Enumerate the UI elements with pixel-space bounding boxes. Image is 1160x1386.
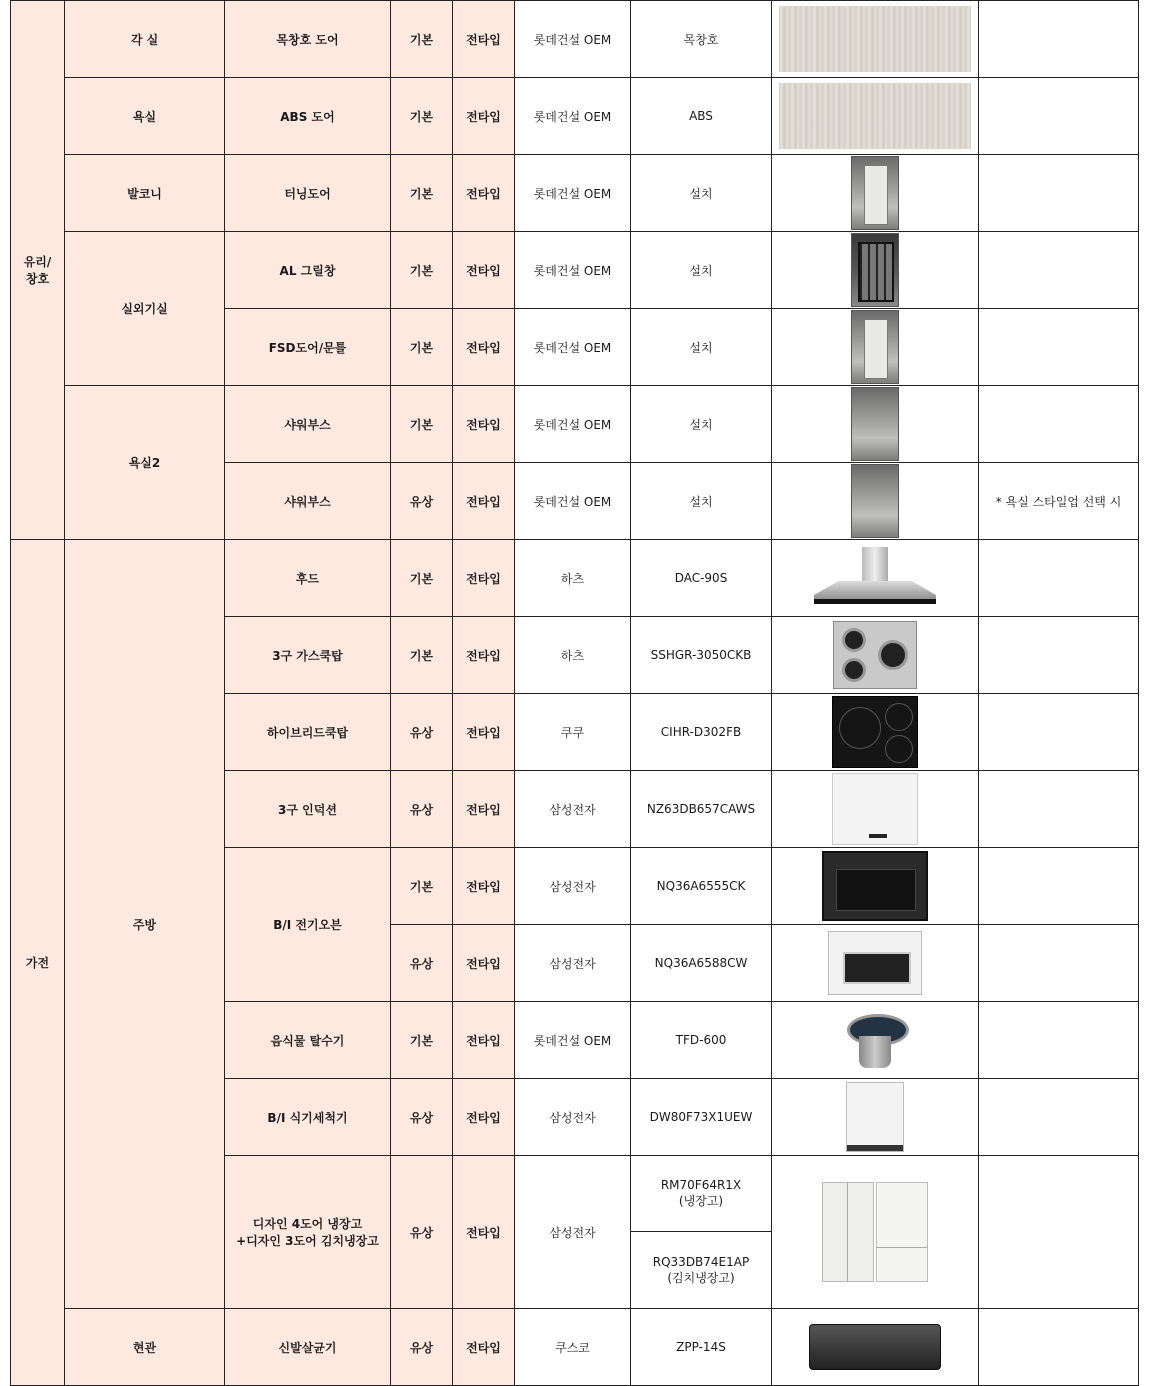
type-cell: 기본 xyxy=(391,232,453,309)
note-cell xyxy=(979,1309,1139,1386)
brand-cell: 롯데건설 OEM xyxy=(515,1,631,78)
item-cell: B/I 식기세척기 xyxy=(225,1079,391,1156)
room-cell: 발코니 xyxy=(65,155,225,232)
model-cell: DAC-90S xyxy=(631,540,772,617)
item-cell: B/I 전기오븐 xyxy=(225,848,391,1002)
model-cell: NZ63DB657CAWS xyxy=(631,771,772,848)
note-cell xyxy=(979,1156,1139,1309)
unit-cell: 전타입 xyxy=(453,386,515,463)
category-cell: 유리/ 창호 xyxy=(11,1,65,540)
item-cell: 목창호 도어 xyxy=(225,1,391,78)
image-cell xyxy=(772,232,979,309)
image-cell xyxy=(772,1,979,78)
note-cell xyxy=(979,78,1139,155)
note-cell xyxy=(979,155,1139,232)
model-cell: CIHR-D302FB xyxy=(631,694,772,771)
refrigerator-image xyxy=(822,1182,928,1282)
gas-cooktop-image xyxy=(833,621,917,689)
item-cell: 샤워부스 xyxy=(225,463,391,540)
image-cell xyxy=(772,78,979,155)
image-cell xyxy=(772,155,979,232)
brand-cell: 롯데건설 OEM xyxy=(515,463,631,540)
unit-cell: 전타입 xyxy=(453,1002,515,1079)
note-cell: * 욕실 스타일업 선택 시 xyxy=(979,463,1139,540)
range-hood-image xyxy=(810,547,940,609)
item-cell: AL 그릴창 xyxy=(225,232,391,309)
type-cell: 유상 xyxy=(391,925,453,1002)
note-cell xyxy=(979,771,1139,848)
model-cell: 설치 xyxy=(631,232,772,309)
image-cell xyxy=(772,771,979,848)
type-cell: 유상 xyxy=(391,694,453,771)
brand-cell: 삼성전자 xyxy=(515,1079,631,1156)
table-row xyxy=(11,540,1139,617)
item-cell: 신발살균기 xyxy=(225,1309,391,1386)
model-cell: 목창호 xyxy=(631,1,772,78)
room-cell: 현관 xyxy=(65,1309,225,1386)
unit-cell: 전타입 xyxy=(453,155,515,232)
room-cell: 욕실2 xyxy=(65,386,225,540)
model-cell: SSHGR-3050CKB xyxy=(631,617,772,694)
item-cell: 3구 인덕션 xyxy=(225,771,391,848)
spec-table xyxy=(10,0,1139,1386)
induction-image xyxy=(832,773,918,845)
brand-cell: 롯데건설 OEM xyxy=(515,155,631,232)
image-cell xyxy=(772,1156,979,1309)
dishwasher-image xyxy=(846,1082,904,1152)
item-cell: 후드 xyxy=(225,540,391,617)
unit-cell: 전타입 xyxy=(453,540,515,617)
model-cell: NQ36A6555CK xyxy=(631,848,772,925)
item-cell: ABS 도어 xyxy=(225,78,391,155)
unit-cell: 전타입 xyxy=(453,1309,515,1386)
image-cell xyxy=(772,617,979,694)
brand-cell: 삼성전자 xyxy=(515,848,631,925)
shower-booth-photo xyxy=(851,464,899,538)
table-row xyxy=(11,232,1139,309)
unit-cell: 전타입 xyxy=(453,232,515,309)
note-cell xyxy=(979,1002,1139,1079)
model-cell: RM70F64R1X (냉장고) xyxy=(631,1156,772,1232)
type-cell: 기본 xyxy=(391,155,453,232)
type-cell: 기본 xyxy=(391,309,453,386)
brand-cell: 삼성전자 xyxy=(515,1156,631,1309)
note-cell xyxy=(979,232,1139,309)
brand-cell: 롯데건설 OEM xyxy=(515,386,631,463)
shower-booth-photo xyxy=(851,387,899,461)
note-cell xyxy=(979,925,1139,1002)
unit-cell: 전타입 xyxy=(453,771,515,848)
item-cell: 3구 가스쿡탑 xyxy=(225,617,391,694)
unit-cell: 전타입 xyxy=(453,925,515,1002)
model-cell: RQ33DB74E1AP (김치냉장고) xyxy=(631,1232,772,1309)
brand-cell: 쿠쿠 xyxy=(515,694,631,771)
shoe-sterilizer-image xyxy=(809,1324,941,1370)
room-cell: 욕실 xyxy=(65,78,225,155)
image-cell xyxy=(772,386,979,463)
note-cell xyxy=(979,540,1139,617)
table-row xyxy=(11,78,1139,155)
image-cell xyxy=(772,925,979,1002)
table-row xyxy=(11,1,1139,78)
unit-cell: 전타입 xyxy=(453,78,515,155)
unit-cell: 전타입 xyxy=(453,1079,515,1156)
brand-cell: 하츠 xyxy=(515,540,631,617)
type-cell: 기본 xyxy=(391,540,453,617)
item-cell: FSD도어/문틀 xyxy=(225,309,391,386)
image-cell xyxy=(772,1002,979,1079)
image-cell xyxy=(772,694,979,771)
model-cell: 설치 xyxy=(631,309,772,386)
item-cell: 음식물 탈수기 xyxy=(225,1002,391,1079)
item-cell: 터닝도어 xyxy=(225,155,391,232)
brand-cell: 롯데건설 OEM xyxy=(515,309,631,386)
image-cell xyxy=(772,463,979,540)
table-row xyxy=(11,155,1139,232)
note-cell xyxy=(979,1,1139,78)
hybrid-cooktop-image xyxy=(832,696,918,768)
unit-cell: 전타입 xyxy=(453,463,515,540)
brand-cell: 롯데건설 OEM xyxy=(515,78,631,155)
brand-cell: 삼성전자 xyxy=(515,771,631,848)
unit-cell: 전타입 xyxy=(453,1156,515,1309)
table-row xyxy=(11,386,1139,463)
grill-window-photo xyxy=(851,233,899,307)
model-cell: 설치 xyxy=(631,155,772,232)
type-cell: 유상 xyxy=(391,1156,453,1309)
note-cell xyxy=(979,1079,1139,1156)
type-cell: 기본 xyxy=(391,1002,453,1079)
unit-cell: 전타입 xyxy=(453,1,515,78)
oven-white-image xyxy=(828,931,922,995)
model-cell: 설치 xyxy=(631,463,772,540)
model-cell: TFD-600 xyxy=(631,1002,772,1079)
brand-cell: 삼성전자 xyxy=(515,925,631,1002)
model-cell: DW80F73X1UEW xyxy=(631,1079,772,1156)
note-cell xyxy=(979,309,1139,386)
model-cell: 설치 xyxy=(631,386,772,463)
image-cell xyxy=(772,1309,979,1386)
image-cell xyxy=(772,540,979,617)
type-cell: 유상 xyxy=(391,771,453,848)
food-disposer-image xyxy=(841,1010,909,1070)
unit-cell: 전타입 xyxy=(453,694,515,771)
note-cell xyxy=(979,386,1139,463)
note-cell xyxy=(979,848,1139,925)
model-cell: NQ36A6588CW xyxy=(631,925,772,1002)
room-cell: 실외기실 xyxy=(65,232,225,386)
type-cell: 기본 xyxy=(391,617,453,694)
room-cell: 주방 xyxy=(65,540,225,1309)
note-cell xyxy=(979,617,1139,694)
type-cell: 유상 xyxy=(391,1309,453,1386)
wood-grain-image xyxy=(779,6,971,72)
type-cell: 기본 xyxy=(391,78,453,155)
image-cell xyxy=(772,309,979,386)
brand-cell: 하츠 xyxy=(515,617,631,694)
brand-cell: 쿠스코 xyxy=(515,1309,631,1386)
oven-black-image xyxy=(822,851,928,921)
category-cell: 가전 xyxy=(11,540,65,1386)
unit-cell: 전타입 xyxy=(453,309,515,386)
model-cell: ABS xyxy=(631,78,772,155)
brand-cell: 롯데건설 OEM xyxy=(515,232,631,309)
room-cell: 각 실 xyxy=(65,1,225,78)
item-cell: 샤워부스 xyxy=(225,386,391,463)
unit-cell: 전타입 xyxy=(453,848,515,925)
door-photo xyxy=(851,310,899,384)
item-cell: 하이브리드쿡탑 xyxy=(225,694,391,771)
door-photo xyxy=(851,156,899,230)
brand-cell: 롯데건설 OEM xyxy=(515,1002,631,1079)
note-cell xyxy=(979,694,1139,771)
image-cell xyxy=(772,1079,979,1156)
table-row xyxy=(11,1309,1139,1386)
unit-cell: 전타입 xyxy=(453,617,515,694)
wood-grain-image xyxy=(779,83,971,149)
type-cell: 기본 xyxy=(391,848,453,925)
image-cell xyxy=(772,848,979,925)
type-cell: 유상 xyxy=(391,463,453,540)
type-cell: 유상 xyxy=(391,1079,453,1156)
item-cell: 디자인 4도어 냉장고 +디자인 3도어 김치냉장고 xyxy=(225,1156,391,1309)
type-cell: 기본 xyxy=(391,1,453,78)
model-cell: ZPP-14S xyxy=(631,1309,772,1386)
type-cell: 기본 xyxy=(391,386,453,463)
